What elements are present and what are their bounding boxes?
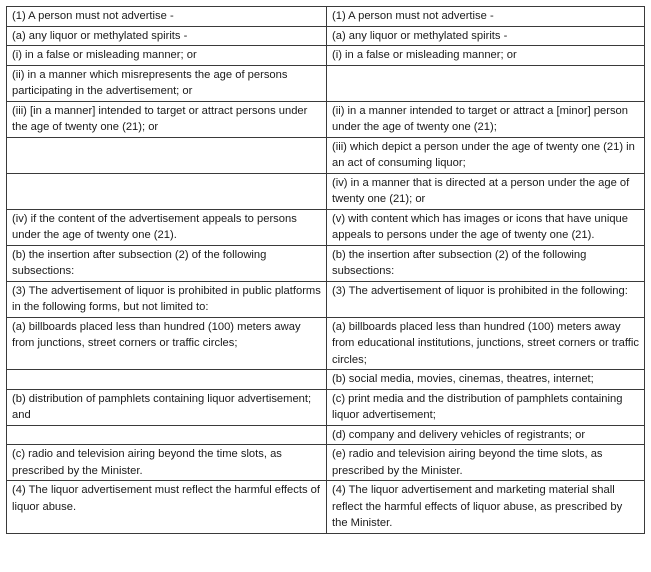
left-cell: (iv) if the content of the advertisement appeals to persons under the age of twenty one (21).: [7, 209, 327, 245]
right-cell: (e) radio and television airing beyond the time slots, as prescribed by the Minister.: [327, 445, 645, 481]
table-row: [7, 137, 645, 173]
left-cell: (i) in a false or misleading manner; or: [7, 46, 327, 66]
table-row: [7, 173, 645, 209]
left-cell: (a) any liquor or methylated spirits -: [7, 26, 327, 46]
right-cell: (b) the insertion after subsection (2) of the following subsections:: [327, 245, 645, 281]
comparison-table-body: [7, 7, 645, 534]
left-cell: (4) The liquor advertisement must reflect the harmful effects of liquor abuse.: [7, 481, 327, 534]
table-row: [7, 101, 645, 137]
table-row: [7, 317, 645, 370]
comparison-table: [6, 6, 645, 534]
left-cell: (b) the insertion after subsection (2) of the following subsections:: [7, 245, 327, 281]
right-cell: (iv) in a manner that is directed at a person under the age of twenty one (21); or: [327, 173, 645, 209]
right-cell: (a) any liquor or methylated spirits -: [327, 26, 645, 46]
right-cell: (4) The liquor advertisement and marketing material shall reflect the harmful effects of liquor abuse, as prescribed by the Minister.: [327, 481, 645, 534]
right-cell: [327, 65, 645, 101]
left-cell: [7, 137, 327, 173]
table-row: [7, 389, 645, 425]
left-cell: (ii) in a manner which misrepresents the age of persons participating in the advertisement; or: [7, 65, 327, 101]
table-row: [7, 281, 645, 317]
left-cell: (b) distribution of pamphlets containing liquor advertisement; and: [7, 389, 327, 425]
table-row: [7, 425, 645, 445]
left-cell: [7, 370, 327, 390]
table-row: [7, 445, 645, 481]
left-cell: (iii) [in a manner] intended to target or attract persons under the age of twenty one (21); or: [7, 101, 327, 137]
right-cell: (b) social media, movies, cinemas, theatres, internet;: [327, 370, 645, 390]
right-cell: (c) print media and the distribution of pamphlets containing liquor advertisement;: [327, 389, 645, 425]
table-row: [7, 245, 645, 281]
table-row: [7, 370, 645, 390]
right-cell: (iii) which depict a person under the age of twenty one (21) in an act of consuming liquor;: [327, 137, 645, 173]
left-cell: (a) billboards placed less than hundred (100) meters away from junctions, street corners or traffic circles;: [7, 317, 327, 370]
right-cell: (ii) in a manner intended to target or attract a [minor] person under the age of twenty one (21);: [327, 101, 645, 137]
table-row: [7, 26, 645, 46]
table-row: [7, 481, 645, 534]
left-cell: [7, 425, 327, 445]
table-row: [7, 46, 645, 66]
right-cell: (1) A person must not advertise -: [327, 7, 645, 27]
right-cell: (a) billboards placed less than hundred (100) meters away from educational institutions, junctions, street corners or traffic circles;: [327, 317, 645, 370]
right-cell: (3) The advertisement of liquor is prohibited in the following:: [327, 281, 645, 317]
right-cell: (v) with content which has images or icons that have unique appeals to persons under the age of twenty one (21).: [327, 209, 645, 245]
left-cell: (c) radio and television airing beyond the time slots, as prescribed by the Minister.: [7, 445, 327, 481]
right-cell: (d) company and delivery vehicles of registrants; or: [327, 425, 645, 445]
table-row: [7, 65, 645, 101]
table-row: [7, 209, 645, 245]
table-row: [7, 7, 645, 27]
right-cell: (i) in a false or misleading manner; or: [327, 46, 645, 66]
left-cell: (1) A person must not advertise -: [7, 7, 327, 27]
left-cell: [7, 173, 327, 209]
left-cell: (3) The advertisement of liquor is prohibited in public platforms in the following forms, but not limited to:: [7, 281, 327, 317]
